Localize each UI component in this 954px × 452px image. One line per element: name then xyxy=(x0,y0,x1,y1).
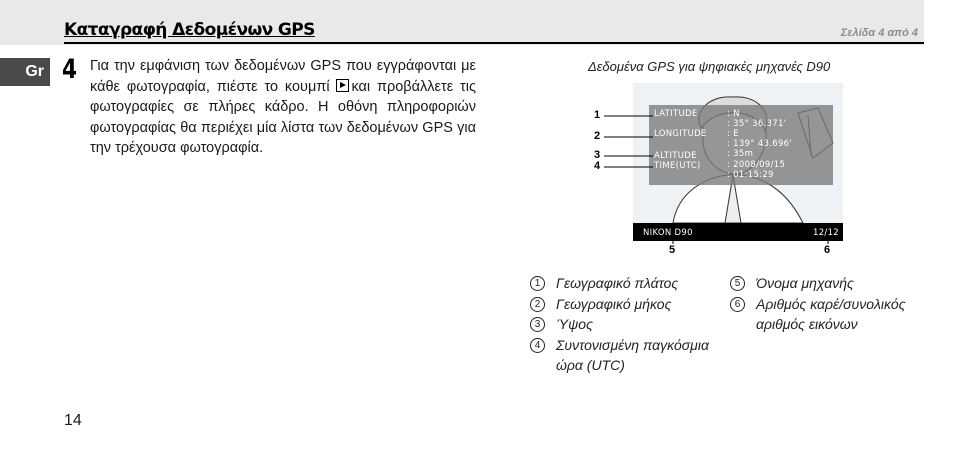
legend-text: Όνομα μηχανής xyxy=(756,275,854,291)
page-indicator: Σελίδα 4 από 4 xyxy=(840,27,918,39)
gps-latitude-line1: : N xyxy=(727,109,740,119)
callout-1: 1 xyxy=(594,109,601,121)
callout-4: 4 xyxy=(594,160,601,172)
gps-time-clock: : 01:15:29 xyxy=(727,170,774,180)
gps-altitude-value: : 35m xyxy=(727,149,754,159)
legend-badge: 5 xyxy=(730,276,745,291)
gps-longitude-line1: : E xyxy=(727,129,739,139)
legend-badge: 2 xyxy=(530,297,545,312)
step-number: 4 xyxy=(62,54,78,85)
language-tab: Gr xyxy=(0,58,50,86)
legend-text: Γεωγραφικό πλάτος xyxy=(556,275,679,291)
gps-latitude-label: LATITUDE xyxy=(654,109,698,119)
gps-longitude-line2: : 139° 43.696' xyxy=(727,139,793,149)
frame-count: 12/12 xyxy=(813,228,839,238)
camera-name: NIKON D90 xyxy=(643,228,693,238)
step-text-after: και προβάλλετε τις φωτογραφίες σε πλήρες κάδρο. Η οθόνη πληροφοριών φωτογραφίας θα περιέχει μία λίστα των δεδομένων GPS για την τρέχουσα φωτογραφία. xyxy=(90,78,476,156)
step-text-before: Για την εμφάνιση των δεδομένων GPS που εγγράφονται με κάθε φωτογραφία, πιέστε το κουμπί xyxy=(90,58,476,95)
legend-badge: 1 xyxy=(530,276,545,291)
legend-badge: 4 xyxy=(530,338,545,353)
legend-text: Αριθμός καρέ/συνολικός αριθμός εικόνων xyxy=(756,295,906,332)
legend-left xyxy=(530,273,730,376)
legend-text: Συντονισμένη παγκόσμια ώρα (UTC) xyxy=(556,336,709,373)
gps-time-label: TIME(UTC) xyxy=(654,161,701,171)
gps-latitude-line2: : 35° 36.371' xyxy=(727,119,787,129)
legend-item xyxy=(530,273,730,294)
page-number: 14 xyxy=(64,412,82,429)
gps-longitude-label: LONGITUDE xyxy=(654,129,707,139)
gps-altitude-label: ALTITUDE xyxy=(654,151,697,161)
callout-5: 5 xyxy=(669,244,676,256)
callout-2: 2 xyxy=(594,130,601,142)
figure-caption: Δεδομένα GPS για ψηφιακές μηχανές D90 xyxy=(588,59,831,74)
legend-right xyxy=(730,273,920,335)
legend-item xyxy=(730,273,920,294)
legend-item xyxy=(530,294,730,315)
page-title: Καταγραφή Δεδομένων GPS xyxy=(64,20,315,40)
legend-item xyxy=(530,335,730,376)
legend-item xyxy=(730,294,920,335)
callout-3: 3 xyxy=(594,149,601,161)
legend-text: Γεωγραφικό μήκος xyxy=(556,295,672,312)
callout-6: 6 xyxy=(824,244,831,256)
gps-time-date: : 2008/09/15 xyxy=(727,160,786,170)
legend-text: Ύψος xyxy=(556,316,593,332)
legend-badge: 6 xyxy=(730,297,745,312)
legend-badge: 3 xyxy=(530,317,545,332)
legend-item xyxy=(530,314,730,335)
